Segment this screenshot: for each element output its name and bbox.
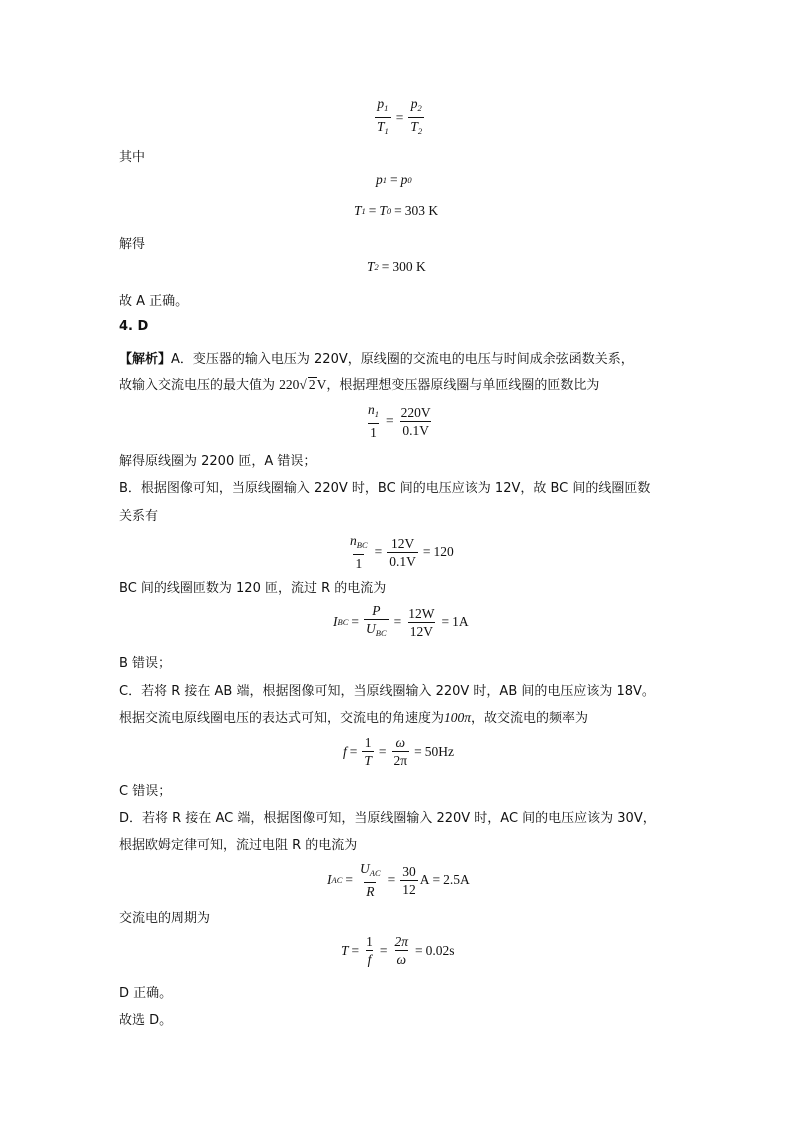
text-d-correct: D 正确。 <box>119 986 173 1001</box>
paragraph-b-line1: B．根据图像可知，当原线圈输入 220V 时，BC 间的电压应该为 12V，故 BC 间的线圈匝数 <box>119 481 651 496</box>
question-label: 4. D <box>119 319 149 334</box>
equation-turns-ratio: $\frac{n_1}{1}$ = $\frac{220V}{0.1V}$ <box>368 402 431 440</box>
text-a-wrong: 解得原线圈为 2200 匝，A 错误； <box>119 454 317 469</box>
paragraph-b-line2: 关系有 <box>119 509 159 524</box>
equation-gas-law: $\frac{p_1}{T_1}$ = $\frac{p_2}{T_2}$ <box>373 96 426 139</box>
equation-t1-t0: T 1 = T 0 = 303 K <box>354 203 439 218</box>
text-c-wrong: C 错误； <box>119 784 172 799</box>
paragraph-d-line2: 根据欧姆定律可知，流过电阻 R 的电流为 <box>119 838 358 853</box>
paragraph-c-line1: C．若将 R 接在 AB 端，根据图像可知，当原线圈输入 220V 时，AB 间的电压应该为 18V。 <box>119 684 655 699</box>
angular-velocity-value: 100π <box>444 710 472 725</box>
text-a-correct: 故 A 正确。 <box>119 294 189 309</box>
equation-frequency: f = $\frac{1}{T}$ = $\frac{\omega}{2\pi}$ = 50Hz <box>343 735 454 768</box>
paragraph-b-line3: BC 间的线圈匝数为 120 匝，流过 R 的电流为 <box>119 581 387 596</box>
equation-ac-current: I AC = $\frac{U_{AC}}{R}$ = $\frac{30}{12}$ A = 2.5A <box>327 861 470 899</box>
text-period: 交流电的周期为 <box>119 911 211 926</box>
text-jiede: 解得 <box>119 237 146 252</box>
equation-bc-turns: $\frac{n_{BC}}{1}$ = $\frac{12V}{0.1V}$ = 120 <box>350 533 454 571</box>
text-choose: 故选 D。 <box>119 1013 173 1028</box>
text-b-wrong: B 错误； <box>119 656 172 671</box>
equation-bc-current: I BC = $\frac{P}{U_{BC}}$ = $\frac{12W}{12V}$ = 1A <box>333 603 469 641</box>
equation-p1-p0: p 1 = p 0 <box>376 172 412 187</box>
text-qizhong: 其中 <box>119 150 146 165</box>
equation-t2: T 2 = 300 K <box>367 259 426 274</box>
paragraph-a-line2: 故输入交流电压的最大值为 220√ 2V，根据理想变压器原线圈与单匝线圈的匝数比为 <box>119 377 600 393</box>
max-voltage-expression: 220√ 2V <box>279 377 327 392</box>
paragraph-c-line2: 根据交流电原线圈电压的表达式可知，交流电的角速度为100π，故交流电的频率为 <box>119 710 589 726</box>
paragraph-a-line1: 【解析】A．变压器的输入电压为 220V，原线圈的交流电的电压与时间成余弦函数关系， <box>119 352 634 367</box>
equation-period: T = $\frac{1}{f}$ = $\frac{2\pi}{\omega}$ = 0.02s <box>341 934 455 967</box>
analysis-label: 【解析】 <box>119 352 172 367</box>
paragraph-d-line1: D．若将 R 接在 AC 端，根据图像可知，当原线圈输入 220V 时，AC 间的电压应该为 30V， <box>119 811 656 826</box>
